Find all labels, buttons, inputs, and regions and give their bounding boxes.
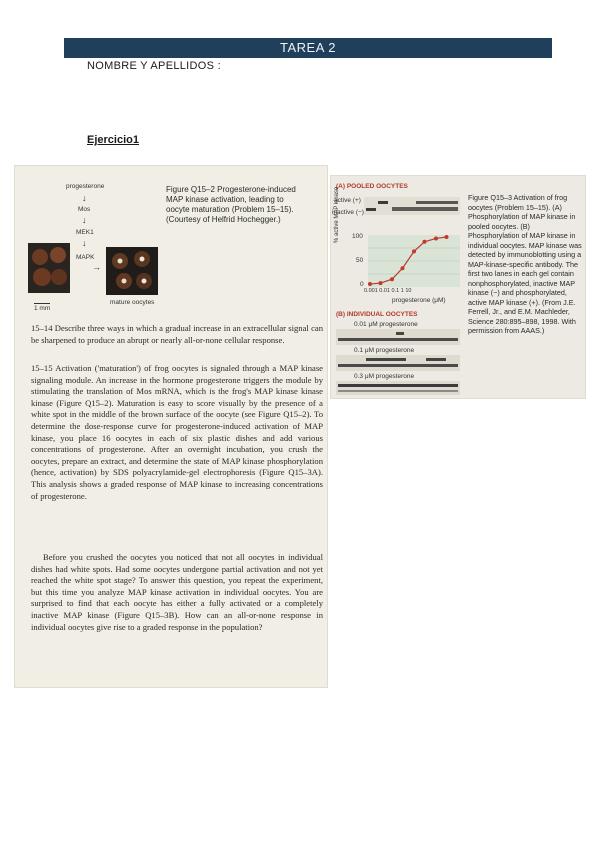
y-tick-100: 100: [352, 233, 363, 240]
y-tick-0: 0: [360, 281, 364, 288]
pathway-mapk: MAPK: [76, 254, 95, 261]
mature-oocytes-photo: [106, 247, 158, 295]
arrow-down-icon: ↓: [82, 238, 87, 248]
x-tick: 10: [405, 288, 412, 294]
chart-data-point: [390, 277, 394, 281]
panel-b-title: (B) INDIVIDUAL OOCYTES: [336, 311, 418, 318]
pathway-progesterone: progesterone: [66, 183, 105, 190]
blot-label-0-3: 0.3 μM progesterone: [354, 373, 415, 380]
arrow-down-icon: ↓: [82, 215, 87, 225]
x-ticks: [364, 288, 411, 294]
y-tick-50: 50: [356, 257, 364, 264]
mature-oocytes-label: mature oocytes: [110, 299, 155, 306]
dose-response-chart: [368, 235, 460, 287]
x-tick: 0.01: [379, 288, 391, 294]
arrow-right-icon: →: [92, 262, 101, 272]
pooled-blot: [364, 197, 460, 215]
immature-oocytes-photo: [28, 243, 70, 293]
problem-15-14: 15–14 Describe three ways in which a gradual increase in an extracellular signal can be sharpened to produce an abrupt or nearly all-or-none cellular response.: [31, 323, 323, 345]
individual-blot-1: [336, 329, 460, 345]
chart-data-point: [400, 266, 404, 270]
blot-label-0-01: 0.01 μM progesterone: [354, 321, 418, 328]
active-band-label: active (+): [334, 197, 361, 204]
scale-bar-label: 1 mm: [34, 305, 51, 312]
title-banner: TAREA 2: [64, 38, 552, 58]
exercise-title: Ejercicio1: [87, 134, 139, 146]
arrow-down-icon: ↓: [82, 193, 87, 203]
figure-q15-2-caption: Figure Q15–2 Progesterone-induced MAP kinase activation, leading to oocyte maturation (Problem 15–15). (Courtesy of Helfrid Hochegger.): [166, 185, 296, 224]
chart-data-point: [412, 249, 416, 253]
x-tick: 0.001: [364, 288, 378, 294]
panel-a-title: (A) POOLED OOCYTES: [336, 183, 408, 190]
chart-data-point: [368, 282, 372, 286]
chart-data-point: [422, 240, 426, 244]
x-tick: 0.1: [391, 288, 400, 294]
problem-15-15-part1: 15–15 Activation ('maturation') of frog oocytes is signaled through a MAP kinase signaling module. An increase in the hormone progesterone triggers the module by stimulating the translation of Mos mRNA, which is the frog's MAP kinase kinase kinase (Figure Q15–2). Maturation is easy to score visually by the presence of a white spot in the middle of the brown surface of the oocyte (see Figure Q15–2). To determine the dose-response curve for progesterone-induced activation of MAP kinase, you place 16 oocytes in each of six plastic dishes and add various concentrations of progesterone. After an overnight incubation, you crush the oocytes, prepare an extract, and determine the state of MAP kinase phosphorylation (hence, activation) by SDS polyacrylamide-gel electrophoresis (Figure Q15–3A). This analysis shows a graded response of MAP kinase to increasing concentrations of progesterone.: [31, 363, 323, 501]
chart-data-point: [444, 235, 448, 239]
chart-data-point: [378, 281, 382, 285]
blot-label-0-1: 0.1 μM progesterone: [354, 347, 415, 354]
scanned-textbook-page: [14, 165, 328, 688]
chart-data-point: [434, 236, 438, 240]
individual-blot-2: [336, 355, 460, 371]
chart-ylabel: % active MAP kinase: [334, 186, 340, 243]
figure-q15-3-caption: Figure Q15–3 Activation of frog oocytes (Problem 15–15). (A) Phosphorylation of MAP kinase in pooled oocytes. (B) Phosphorylation of MAP kinase in individual oocytes. MAP kinase was detected by immunoblotting using a MAP-kinase-specific antibody. The first two lanes in each gel contain nonphosphorylated, inactive MAP kinase (−) and phosphorylated, active MAP kinase (+). (From J.E. Ferrell, Jr., and E.M. Machleder, Science 280:895–898, 1998. With permission from AAAS.): [468, 193, 582, 335]
x-tick: 1: [400, 288, 404, 294]
inactive-band-label: inactive (−): [332, 209, 364, 216]
individual-blot-3: [336, 381, 460, 395]
pathway-mos: Mos: [78, 206, 91, 213]
scanned-figure-q15-3: [330, 175, 586, 399]
chart-xlabel: progesterone (μM): [392, 297, 446, 304]
name-label: NOMBRE Y APELLIDOS :: [87, 60, 221, 72]
problem-15-15-part2: Before you crushed the oocytes you noticed that not all oocytes in individual dishes had white spots. Had some oocytes undergone partial activation and not yet reached the white spot stage? To answer this question, you repeat the experiment, but this time you analyze MAP kinase activation in individual oocytes. You are surprised to find that each oocyte has either a fully activated or a completely inactive MAP kinase (Figure Q15–3B). How can an all-or-none response in individual oocytes give rise to a graded response in the population?: [31, 552, 323, 632]
pathway-mek1: MEK1: [76, 229, 94, 236]
